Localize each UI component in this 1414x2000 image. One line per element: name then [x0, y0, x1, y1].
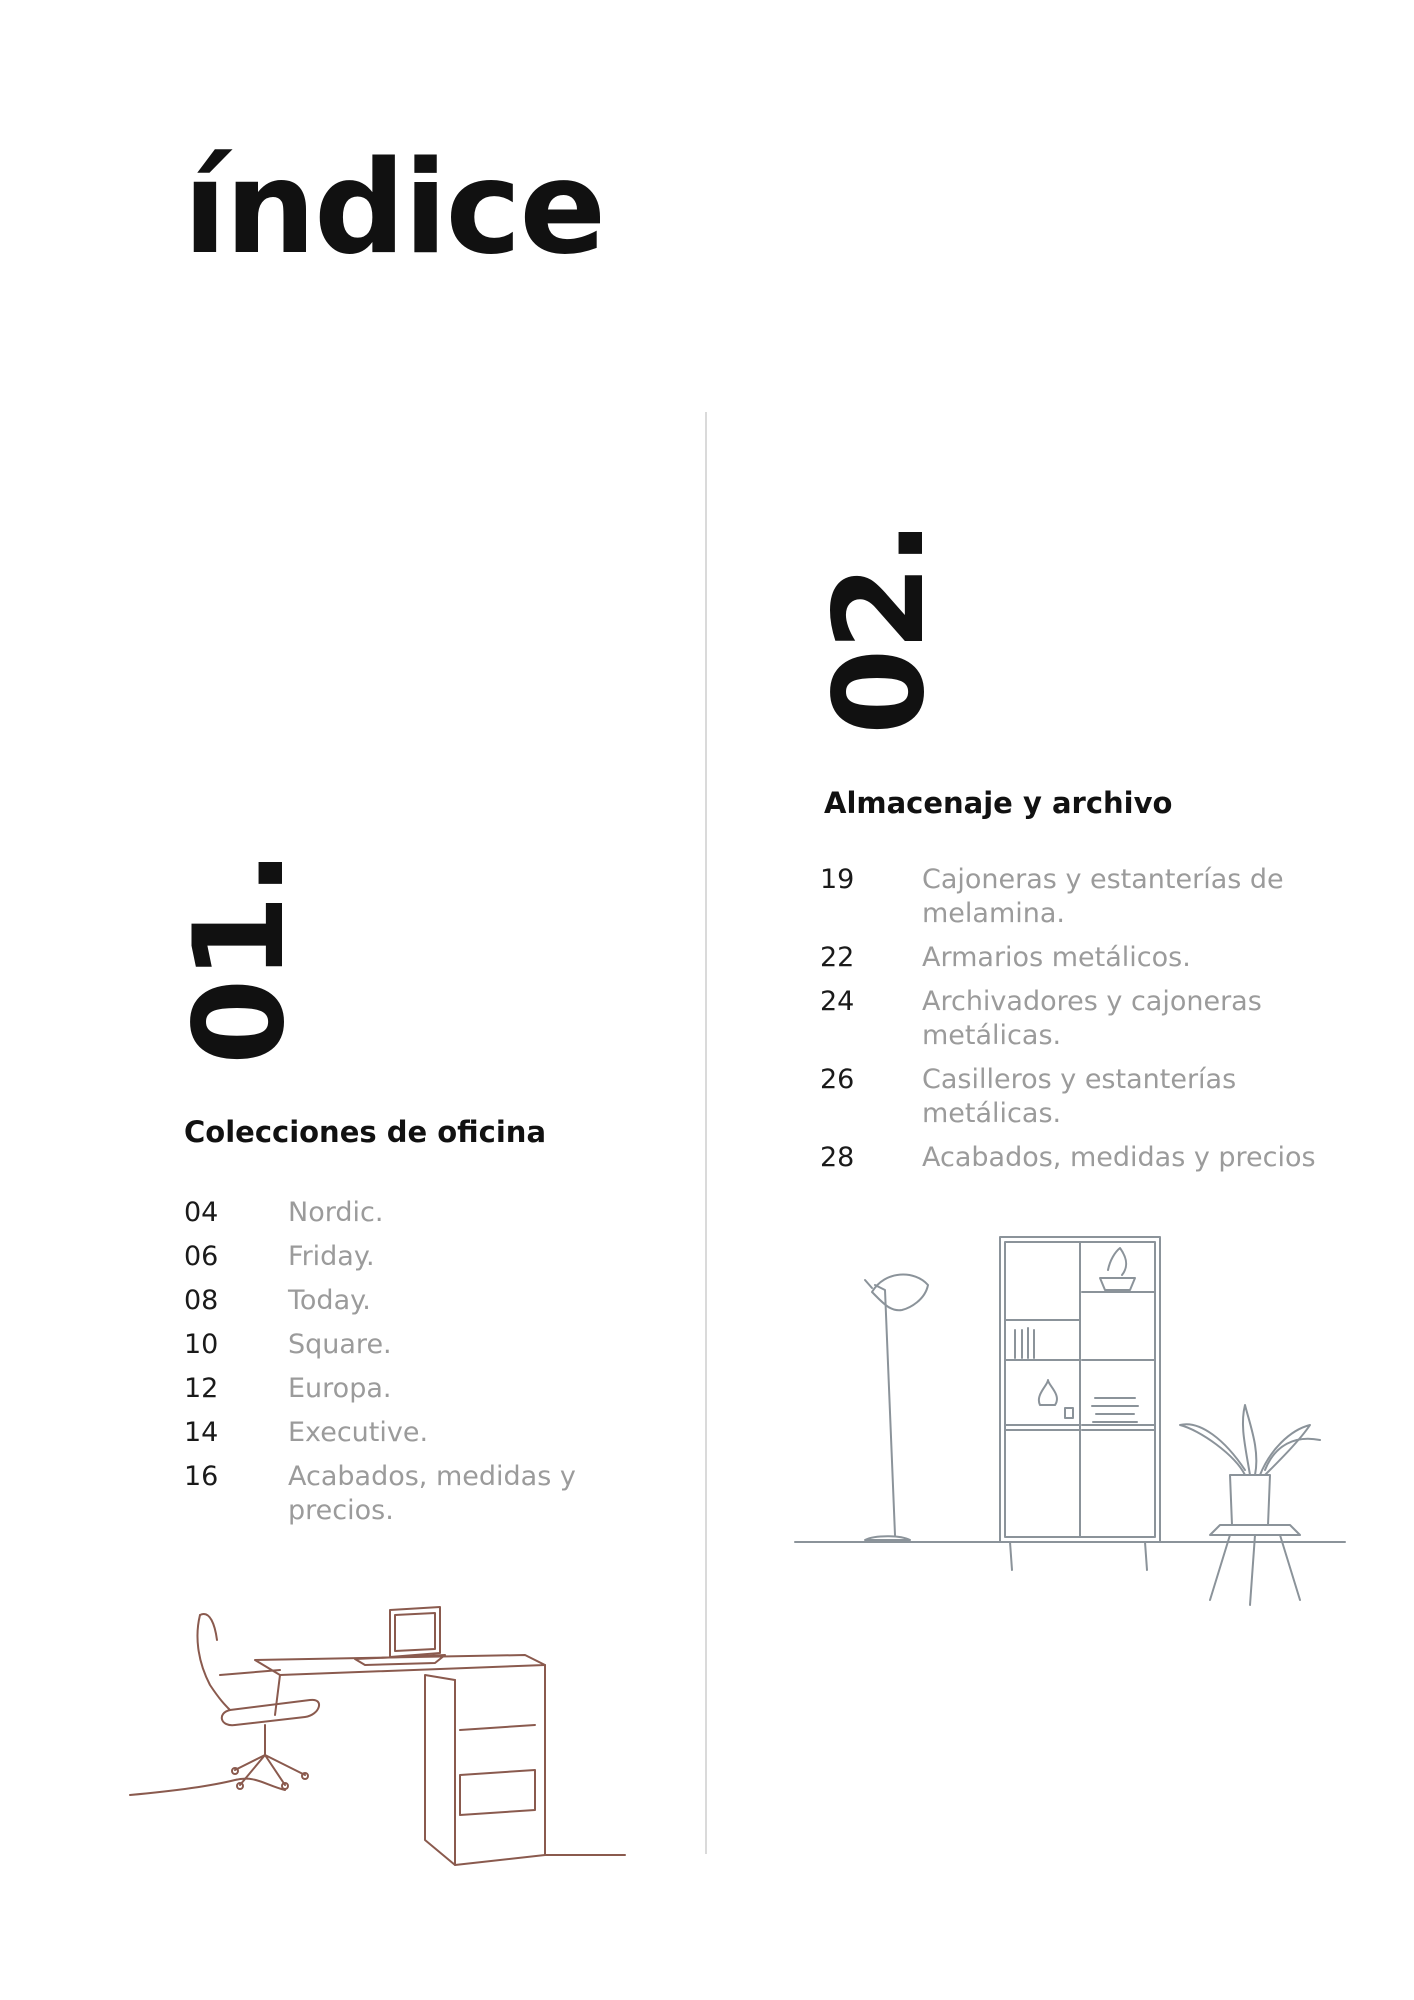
toc-page-number: 28: [820, 1142, 855, 1173]
toc-label: Square.: [288, 1329, 392, 1360]
storage-shelf-illustration: [790, 1230, 1360, 1610]
office-desk-illustration: [125, 1585, 635, 1875]
toc-page-number: 22: [820, 942, 855, 973]
toc-label: Acabados, medidas y precios: [922, 1142, 1316, 1173]
page-title: índice: [183, 134, 605, 283]
toc-label: Cajoneras y estanterías de melamina.: [922, 864, 1284, 929]
toc-entry[interactable]: [184, 1196, 608, 1230]
toc-label: Executive.: [288, 1417, 429, 1448]
toc-entry[interactable]: [820, 985, 1362, 1053]
toc-entry[interactable]: [184, 1416, 608, 1450]
toc-page-number: 19: [820, 864, 855, 895]
toc-label: Acabados, medidas y precios.: [288, 1461, 576, 1526]
toc-page-number: 06: [184, 1241, 219, 1272]
toc-entry[interactable]: [184, 1284, 608, 1318]
toc-label: Europa.: [288, 1373, 392, 1404]
toc-page-number: 12: [184, 1373, 219, 1404]
toc-label: Friday.: [288, 1241, 375, 1272]
toc-page-number: 26: [820, 1064, 855, 1095]
toc-entry[interactable]: [184, 1460, 608, 1528]
toc-list-02: [820, 863, 1362, 1185]
toc-page-number: 24: [820, 986, 855, 1017]
toc-entry[interactable]: [184, 1372, 608, 1406]
toc-page-number: 10: [184, 1329, 219, 1360]
toc-label: Armarios metálicos.: [922, 942, 1191, 973]
toc-entry[interactable]: [820, 1063, 1362, 1131]
toc-list-01: [184, 1196, 608, 1538]
toc-entry[interactable]: [820, 941, 1362, 975]
column-divider: [705, 412, 707, 1854]
toc-label: Nordic.: [288, 1197, 384, 1228]
toc-label: Archivadores y cajoneras metálicas.: [922, 986, 1262, 1051]
toc-page-number: 08: [184, 1285, 219, 1316]
toc-page-number: 04: [184, 1197, 219, 1228]
toc-entry[interactable]: [820, 1141, 1362, 1175]
section-number-01: 01.: [168, 851, 312, 1065]
section-number-02: 02.: [808, 521, 952, 735]
toc-label: Today.: [288, 1285, 371, 1316]
toc-page-number: 14: [184, 1417, 219, 1448]
toc-label: Casilleros y estanterías metálicas.: [922, 1064, 1237, 1129]
section-title-01[interactable]: Colecciones de oficina: [184, 1115, 547, 1149]
toc-page-number: 16: [184, 1461, 219, 1492]
toc-entry[interactable]: [820, 863, 1362, 931]
section-title-02[interactable]: Almacenaje y archivo: [824, 786, 1173, 820]
toc-entry[interactable]: [184, 1328, 608, 1362]
toc-entry[interactable]: [184, 1240, 608, 1274]
